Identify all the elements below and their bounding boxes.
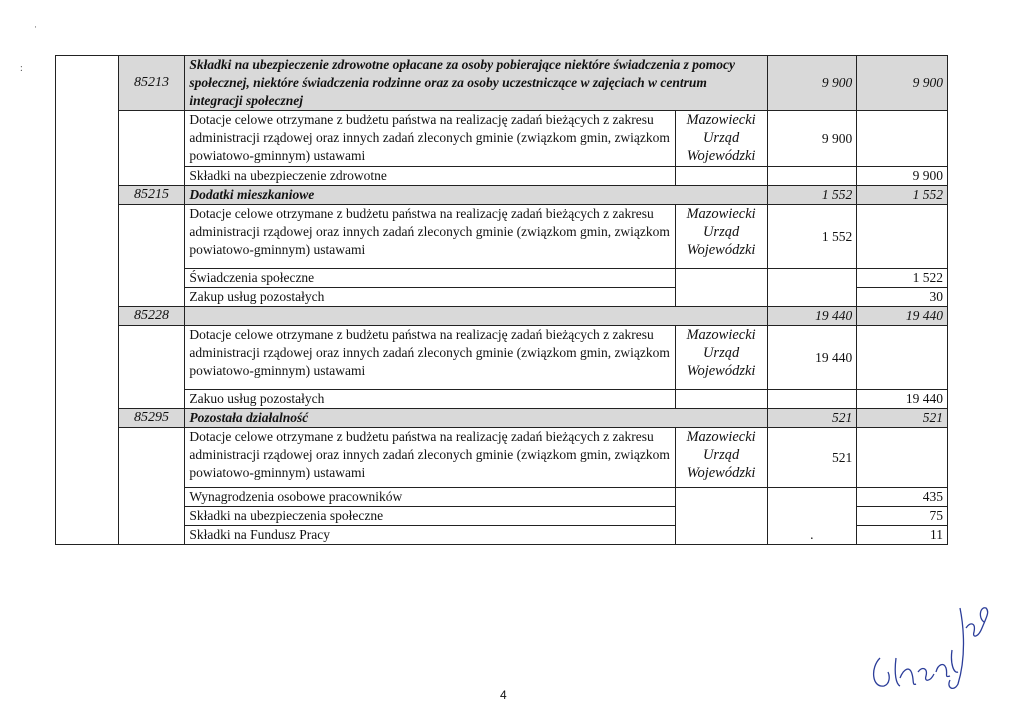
expense-item-row [56,167,948,186]
scan-mark: · [34,22,37,32]
section-expense: 9 900 [857,56,948,111]
grant-row [56,205,948,269]
section-code: 85295 [118,409,185,428]
expense-item-row [56,390,948,409]
section-code: 85228 [118,307,185,326]
expense-item-row [56,269,948,288]
grant-amount: 19 440 [767,326,857,390]
inst-line: Urząd [702,224,740,240]
section-title [185,307,767,326]
expense-item-label: Zakup usług pozostałych [185,288,675,307]
section-header-85215 [56,186,948,205]
section-title: Pozostała działalność [185,409,767,428]
inst-line: Wojewódzki [686,148,756,164]
blank-column [56,56,119,545]
stray-dot: . [810,527,814,542]
grant-row [56,326,948,390]
expense-item-label: Zakuo usług pozostałych [185,390,675,409]
expense-item-label: Wynagrodzenia osobowe pracowników [185,488,675,507]
grant-institution [675,428,767,488]
expense-item-label: Składki na ubezpieczenia społeczne [185,507,675,526]
budget-table [55,55,948,545]
inst-line: Wojewódzki [686,465,756,481]
page-number: 4 [500,688,507,702]
grant-description: Dotacje celowe otrzymane z budżetu państwa na realizację zadań bieżących z zakresu administracji rządowej oraz innych zadań zleconych gminie (związkom gmin, związkom powiatowo-gminnym) ustawami [185,428,675,488]
expense-item-amount: 19 440 [857,390,948,409]
section-expense: 19 440 [857,307,948,326]
inst-line: Wojewódzki [686,363,756,379]
section-expense: 1 552 [857,186,948,205]
expense-item-amount: 1 522 [857,269,948,288]
section-code: 85215 [118,186,185,205]
expense-item-amount: 30 [857,288,948,307]
grant-row [56,428,948,488]
grant-amount: 1 552 [767,205,857,269]
expense-item-amount: 11 [857,526,948,545]
expense-item-amount: 435 [857,488,948,507]
expense-item-amount: 9 900 [857,167,948,186]
inst-line: Mazowiecki [686,112,756,128]
section-income: 521 [767,409,857,428]
expense-item-amount: 75 [857,507,948,526]
section-header-85295 [56,409,948,428]
inst-line: Wojewódzki [686,242,756,258]
grant-amount: 9 900 [767,111,857,167]
section-income: 19 440 [767,307,857,326]
grant-row [56,111,948,167]
section-title: Dodatki mieszkaniowe [185,186,767,205]
grant-institution [675,205,767,269]
expense-item-row [56,488,948,507]
section-header-85213 [56,56,948,111]
grant-description: Dotacje celowe otrzymane z budżetu państwa na realizację zadań bieżących z zakresu administracji rządowej oraz innych zadań zleconych gminie (związkom gmin, związkom powiatowo-gminnym) ustawami [185,111,675,167]
grant-institution [675,326,767,390]
grant-description: Dotacje celowe otrzymane z budżetu państwa na realizację zadań bieżących z zakresu administracji rządowej oraz innych zadań zleconych gminie (związkom gmin, związkom powiatowo-gminnym) ustawami [185,205,675,269]
inst-line: Mazowiecki [686,429,756,445]
expense-item-label: Świadczenia społeczne [185,269,675,288]
inst-line: Mazowiecki [686,206,756,222]
section-title: Składki na ubezpieczenie zdrowotne opłacane za osoby pobierające niektóre świadczenia z pomocy społecznej, niektóre świadczenia rodzinne oraz za osoby uczestniczące w zajęciach w centrum integracji społecznej [185,56,767,111]
grant-description: Dotacje celowe otrzymane z budżetu państwa na realizację zadań bieżących z zakresu administracji rządowej oraz innych zadań zleconych gminie (związkom gmin, związkom powiatowo-gminnym) ustawami [185,326,675,390]
grant-institution [675,111,767,167]
inst-line: Mazowiecki [686,327,756,343]
expense-item-label: Składki na ubezpieczenie zdrowotne [185,167,675,186]
inst-line: Urząd [702,345,740,361]
grant-amount: 521 [767,428,857,488]
section-expense: 521 [857,409,948,428]
scan-mark-margin: : [20,63,23,74]
section-header-85228 [56,307,948,326]
section-income: 9 900 [767,56,857,111]
section-income: 1 552 [767,186,857,205]
expense-item-label: Składki na Fundusz Pracy [185,526,675,545]
inst-line: Urząd [702,130,740,146]
inst-line: Urząd [702,447,740,463]
section-code: 85213 [118,56,185,111]
handwritten-signature [860,588,1000,698]
